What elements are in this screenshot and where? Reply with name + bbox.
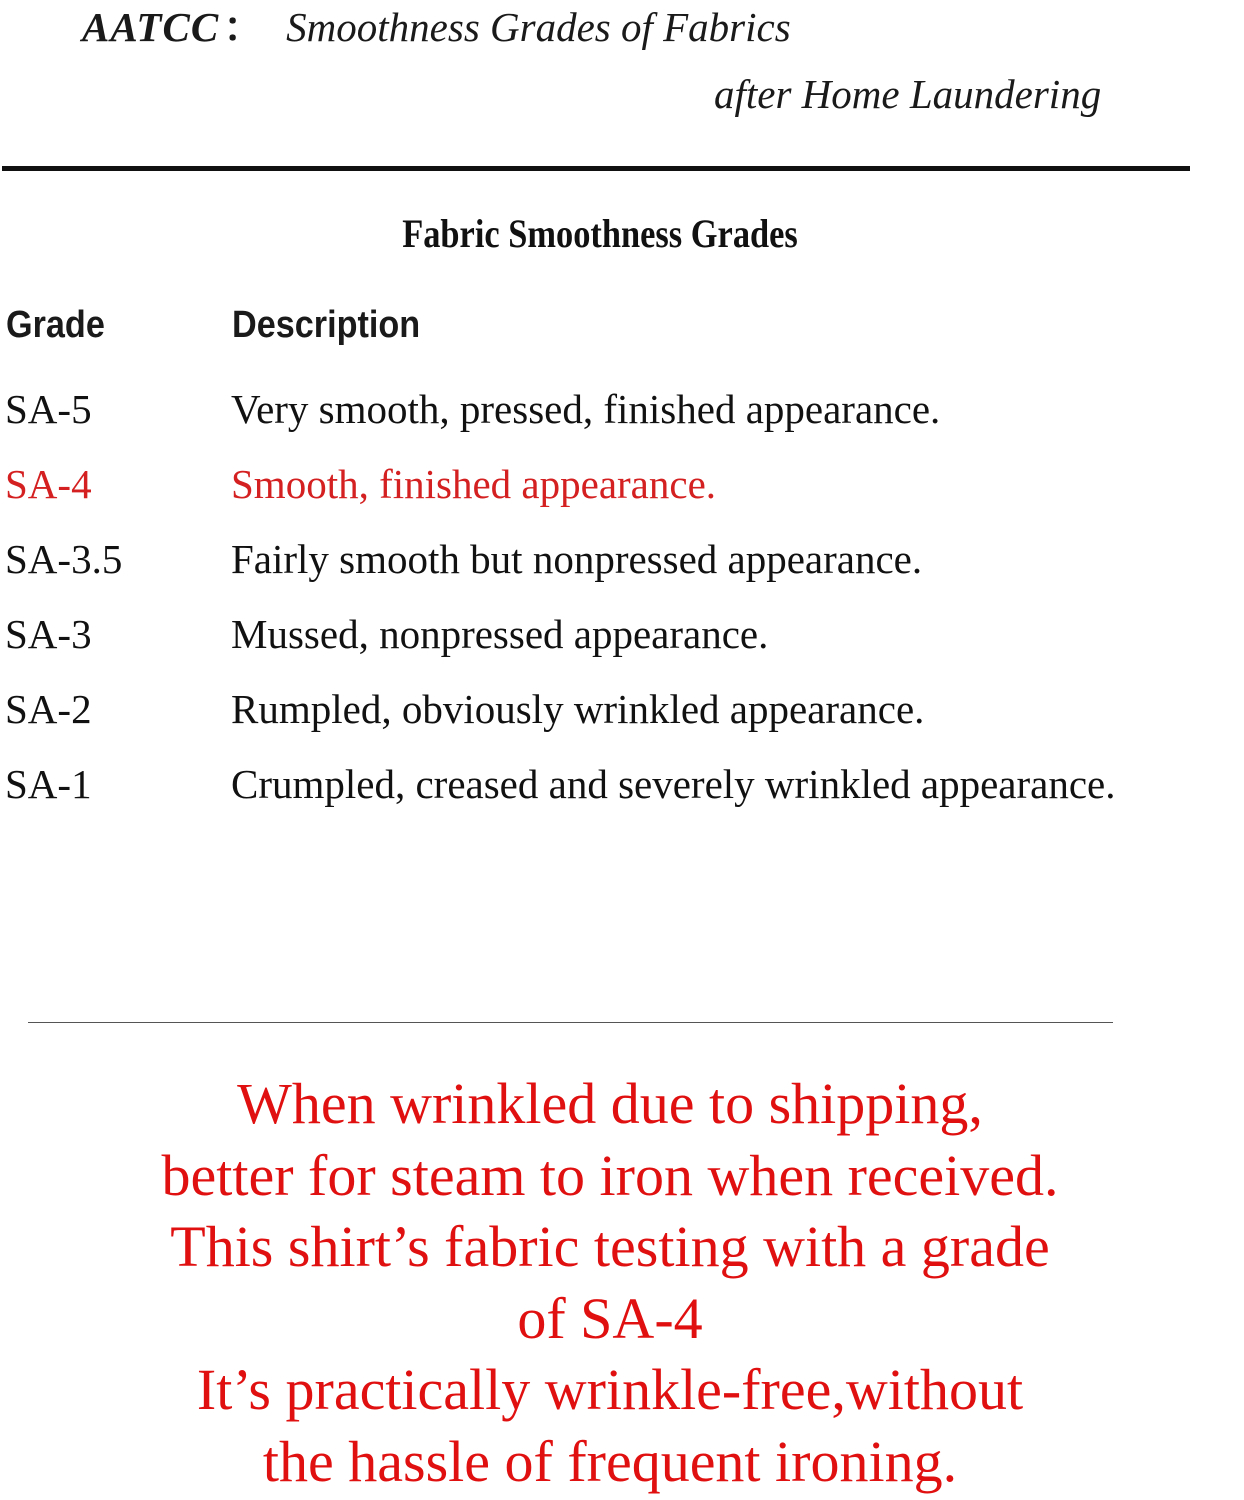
table-row — [0, 760, 1244, 820]
description-cell: Very smooth, pressed, finished appearance. — [231, 386, 941, 432]
column-header-description: Description — [232, 304, 421, 346]
grade-cell: SA-5 — [5, 386, 92, 432]
description-cell: Fairly smooth but nonpressed appearance. — [231, 536, 923, 582]
table-row — [0, 385, 1244, 445]
description-cell: Rumpled, obviously wrinkled appearance. — [231, 686, 925, 732]
title-text: Smoothness Grades of Fabrics — [286, 4, 791, 50]
table-row — [0, 535, 1244, 595]
header-divider — [2, 166, 1190, 171]
note-line: of SA-4 — [517, 1285, 703, 1351]
grade-cell: SA-3 — [5, 611, 92, 657]
description-cell: Crumpled, creased and severely wrinkled appearance. — [231, 761, 1116, 807]
table-row — [0, 460, 1244, 520]
grade-cell: SA-1 — [5, 761, 92, 807]
note-line: When wrinkled due to shipping, — [237, 1071, 983, 1136]
org-name: AATCC — [82, 4, 220, 50]
note-divider — [28, 1022, 1113, 1023]
column-header-grade: Grade — [6, 304, 105, 346]
grade-cell: SA-3.5 — [5, 536, 123, 582]
grade-cell: SA-2 — [5, 686, 92, 732]
note-line: the hassle of frequent ironing. — [262, 1428, 958, 1494]
description-cell: Smooth, finished appearance. — [231, 461, 717, 507]
title-colon: ： — [223, 4, 265, 50]
note-line: This shirt’s fabric testing with a grade — [170, 1214, 1050, 1279]
note-line: It’s practically wrinkle-free,without — [196, 1357, 1024, 1422]
table-row — [0, 610, 1244, 670]
table-row — [0, 685, 1244, 745]
care-note — [0, 1068, 1220, 1497]
grade-cell: SA-4 — [5, 461, 92, 507]
page-subtitle: after Home Laundering — [714, 71, 1102, 117]
description-cell: Mussed, nonpressed appearance. — [231, 611, 769, 657]
page-title — [82, 0, 791, 53]
note-line: better for steam to iron when received. — [161, 1142, 1059, 1208]
table-heading: Fabric Smoothness Grades — [402, 211, 798, 256]
